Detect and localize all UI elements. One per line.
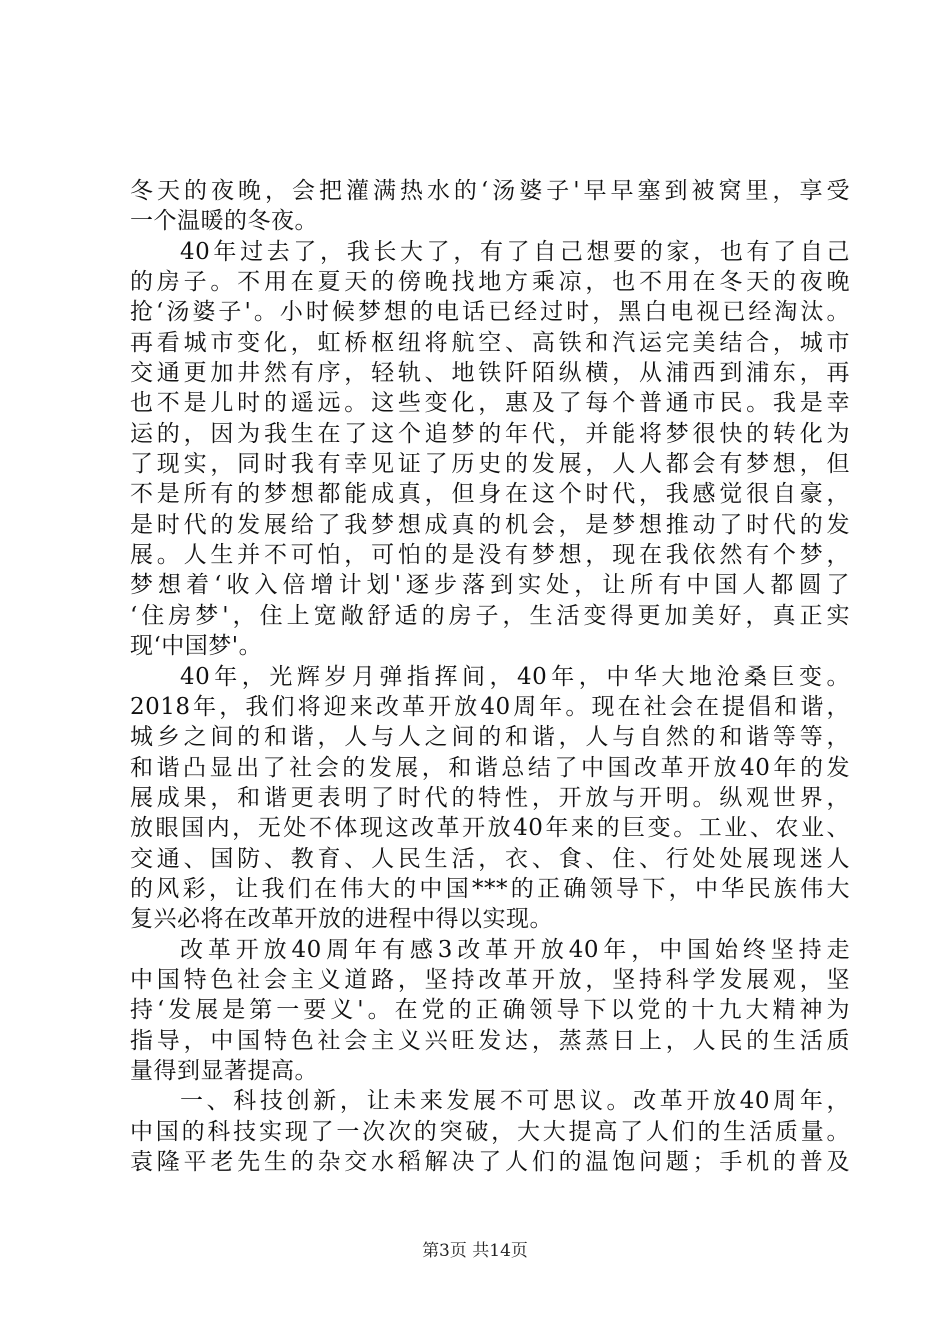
text-line: 梦想着‘收入倍增计划'逐步落到实处，让所有中国人都圆了 bbox=[130, 572, 850, 599]
text-line: 交通、国防、教育、人民生活，衣、食、住、行处处展现迷人 bbox=[130, 845, 850, 872]
text-line: 的风彩，让我们在伟大的中国***的正确领导下，中华民族伟大 bbox=[130, 875, 850, 902]
text-line: 一个温暖的冬夜。 bbox=[130, 208, 318, 235]
text-line: 冬天的夜晚，会把灌满热水的‘汤婆子'早早塞到被窝里，享受 bbox=[130, 178, 850, 204]
text-line: 袁隆平老先生的杂交水稻解决了人们的温饱问题；手机的普及 bbox=[130, 1149, 850, 1175]
paragraph-start-line: 改革开放40周年有感3改革开放40年，中国始终坚持走 bbox=[180, 936, 850, 963]
text-line: 的房子。不用在夏天的傍晚找地方乘凉，也不用在冬天的夜晚 bbox=[130, 269, 850, 296]
text-line: 放眼国内，无处不体现这改革开放40年来的巨变。工业、农业、 bbox=[130, 815, 850, 842]
text-line: ‘住房梦'，住上宽敞舒适的房子，生活变得更加美好，真正实 bbox=[130, 602, 850, 629]
text-line: 量得到显著提高。 bbox=[130, 1057, 318, 1084]
page-footer: 第3页 共14页 bbox=[422, 1241, 528, 1261]
text-line: 中国的科技实现了一次次的突破，大大提高了人们的生活质量。 bbox=[130, 1118, 850, 1145]
paragraph-start-line: 40年过去了，我长大了，有了自己想要的家，也有了自己 bbox=[180, 238, 850, 265]
text-line: 交通更加井然有序，轻轨、地铁阡陌纵横，从浦西到浦东，再 bbox=[130, 360, 850, 387]
text-line: 展。人生并不可怕，可怕的是没有梦想，现在我依然有个梦， bbox=[130, 542, 850, 569]
text-line: 指导，中国特色社会主义兴旺发达，蒸蒸日上，人民的生活质 bbox=[130, 1027, 850, 1054]
text-line: 了现实，同时我有幸见证了历史的发展，人人都会有梦想，但 bbox=[130, 451, 850, 478]
text-line: 复兴必将在改革开放的进程中得以实现。 bbox=[130, 906, 553, 933]
document-body bbox=[130, 176, 850, 1177]
text-line: 再看城市变化，虹桥枢纽将航空、高铁和汽运完美结合，城市 bbox=[130, 329, 850, 356]
text-line: 现‘中国梦'。 bbox=[130, 633, 263, 660]
text-line: 也不是儿时的遥远。这些变化，惠及了每个普通市民。我是幸 bbox=[130, 390, 850, 417]
paragraph-start-line: 40年，光辉岁月弹指挥间，40年，中华大地沧桑巨变。 bbox=[180, 663, 850, 690]
paragraph-start-line: 一、科技创新，让未来发展不可思议。改革开放40周年， bbox=[180, 1088, 850, 1115]
text-line: 抢‘汤婆子'。小时候梦想的电话已经过时，黑白电视已经淘汰。 bbox=[130, 299, 850, 326]
text-line: 展成果，和谐更表明了时代的特性，开放与开明。纵观世界， bbox=[130, 784, 850, 811]
text-line: 不是所有的梦想都能成真，但身在这个时代，我感觉很自豪， bbox=[130, 481, 850, 508]
text-line: 运的，因为我生在了这个追梦的年代，并能将梦很快的转化为 bbox=[130, 420, 850, 447]
text-line: 和谐凸显出了社会的发展，和谐总结了中国改革开放40年的发 bbox=[130, 754, 850, 781]
text-line: 持‘发展是第一要义'。在党的正确领导下以党的十九大精神为 bbox=[130, 997, 850, 1024]
text-line: 2018年，我们将迎来改革开放40周年。现在社会在提倡和谐， bbox=[130, 693, 850, 720]
text-line: 是时代的发展给了我梦想成真的机会，是梦想推动了时代的发 bbox=[130, 511, 850, 538]
text-line: 城乡之间的和谐，人与人之间的和谐，人与自然的和谐等等， bbox=[130, 724, 850, 751]
text-line: 中国特色社会主义道路，坚持改革开放，坚持科学发展观，坚 bbox=[130, 966, 850, 993]
